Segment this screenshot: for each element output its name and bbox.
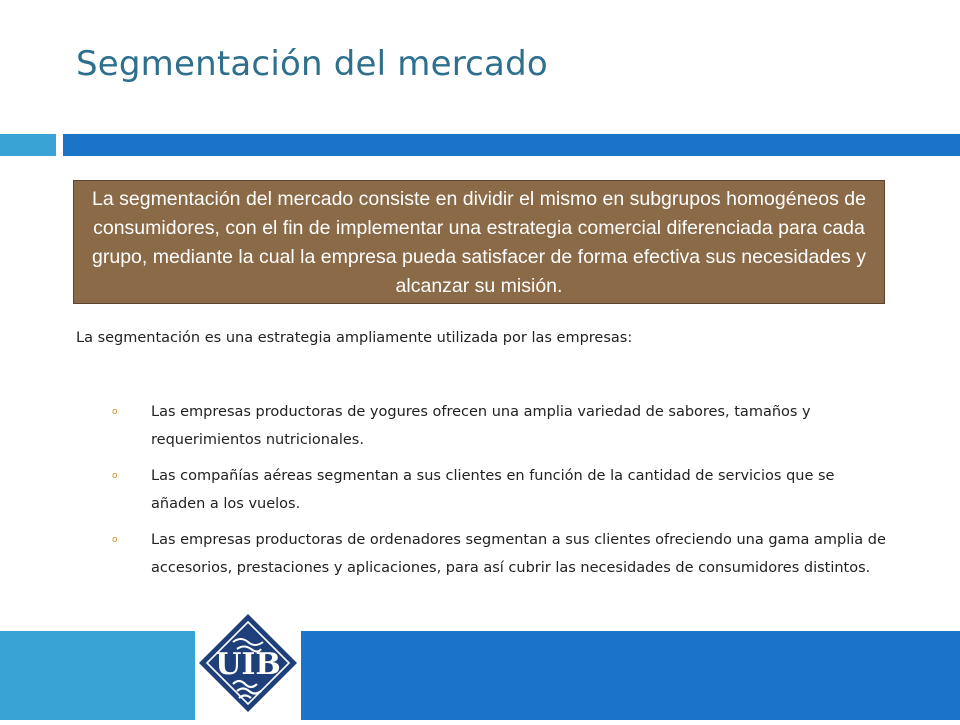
bullet-marker-icon: o <box>112 407 118 417</box>
list-item-text: Las compañías aéreas segmentan a sus clientes en función de la cantidad de servicios que se añaden a los vuelos. <box>151 468 835 512</box>
list-item-text: Las empresas productoras de yogures ofrecen una amplia variedad de sabores, tamaños y requerimientos nutricionales. <box>151 404 811 448</box>
slide-title: Segmentación del mercado <box>76 44 548 84</box>
list-item-text: Las empresas productoras de ordenadores segmentan a sus clientes ofreciendo una gama amplia de accesorios, prestaciones y aplicaciones, para así cubrir las necesidades de consumidores distintos. <box>151 532 886 576</box>
logo-text: UIB <box>215 647 281 682</box>
intro-text: La segmentación es una estrategia ampliamente utilizada por las empresas: <box>76 330 633 346</box>
list-item <box>112 526 892 582</box>
top-bar-right <box>63 134 960 156</box>
bottom-bar-left <box>0 631 195 720</box>
bullet-marker-icon: o <box>112 471 118 481</box>
uib-logo-icon <box>195 612 301 720</box>
list-item <box>112 398 892 454</box>
top-bar-left <box>0 134 56 156</box>
definition-box: La segmentación del mercado consiste en dividir el mismo en subgrupos homogéneos de consumidores, con el fin de implementar una estrategia comercial diferenciada para cada grupo, mediante la cual la empresa pueda satisfacer de forma efectiva sus necesidades y alcanzar su misión. <box>73 180 885 304</box>
uib-logo-svg <box>195 612 301 720</box>
example-list <box>112 398 892 590</box>
list-item <box>112 462 892 518</box>
bottom-bar-right <box>301 631 960 720</box>
bullet-marker-icon: o <box>112 535 118 545</box>
